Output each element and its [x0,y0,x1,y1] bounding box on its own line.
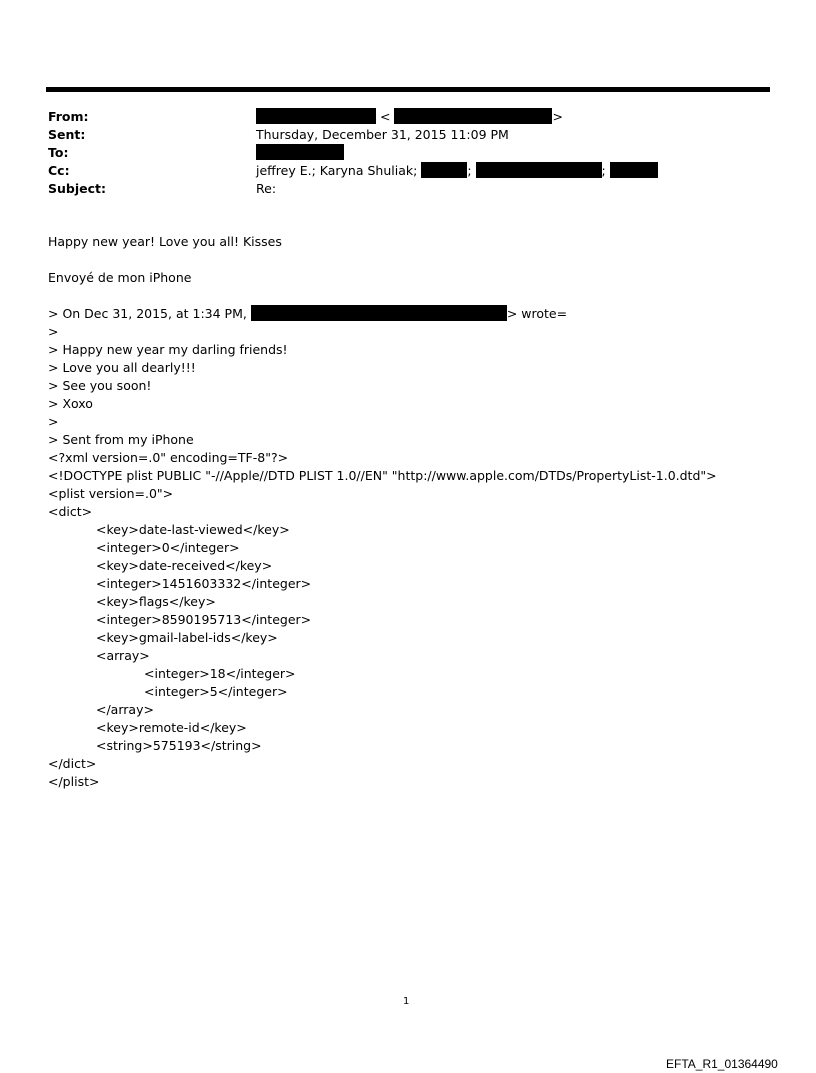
xml-line: </dict> [48,756,97,771]
xml-line: <?xml version=.0" encoding=TF-8"?> [48,450,289,465]
cc-label: Cc: [48,163,70,178]
xml-line: <plist version=.0"> [48,486,174,501]
quote-line: > Xoxo [48,396,93,411]
header-rule [46,87,770,92]
redaction-box [476,162,602,178]
cc-value: jeffrey E.; Karyna Shuliak; ; ; [256,162,658,180]
xml-line: <key>gmail-label-ids</key> [96,630,278,645]
body-line: Envoyé de mon iPhone [48,270,192,285]
xml-line: <integer>0</integer> [96,540,240,555]
redaction-box [251,305,507,321]
quote-line: > See you soon! [48,378,152,393]
xml-line: <key>flags</key> [96,594,216,609]
quote-intro: > On Dec 31, 2015, at 1:34 PM, [48,306,247,321]
xml-line: <!DOCTYPE plist PUBLIC "-//Apple//DTD PLIST 1.0//EN" "http://www.apple.com/DTDs/PropertyList-1.0.dtd"> [48,468,717,483]
subject-value: Re: [256,181,277,196]
xml-line: <integer>5</integer> [144,684,288,699]
angle-close: > [552,109,563,124]
cc-text: jeffrey E.; Karyna Shuliak; [256,163,418,178]
quote-line: > Love you all dearly!!! [48,360,196,375]
xml-line: <integer>8590195713</integer> [96,612,312,627]
redaction-box [421,162,467,178]
bates-number: EFTA_R1_01364490 [666,1057,778,1071]
redaction-box [256,144,344,160]
page-number: 1 [403,996,410,1007]
xml-line: <key>date-received</key> [96,558,273,573]
xml-line: <key>date-last-viewed</key> [96,522,290,537]
xml-line: <integer>1451603332</integer> [96,576,312,591]
quote-line: > Happy new year my darling friends! [48,342,288,357]
quote-line: > [48,414,59,429]
from-label: From: [48,109,89,124]
xml-line: <integer>18</integer> [144,666,296,681]
redaction-box [394,108,552,124]
redaction-box [256,108,376,124]
xml-line: <string>575193</string> [96,738,262,753]
redaction-box [610,162,658,178]
sent-value: Thursday, December 31, 2015 11:09 PM [256,127,509,142]
xml-line: <key>remote-id</key> [96,720,247,735]
quote-line: > Sent from my iPhone [48,432,194,447]
xml-line: <array> [96,648,150,663]
quote-intro-line [48,305,567,323]
quote-intro-end: > wrote= [506,306,568,321]
to-value [256,144,344,162]
body-line: Happy new year! Love you all! Kisses [48,234,282,249]
angle-open: < [379,109,391,124]
xml-line: <dict> [48,504,93,519]
subject-label: Subject: [48,181,106,196]
from-value [256,108,563,126]
to-label: To: [48,145,69,160]
xml-line: </plist> [48,774,100,789]
quote-line: > [48,324,59,339]
sent-label: Sent: [48,127,86,142]
xml-line: </array> [96,702,154,717]
